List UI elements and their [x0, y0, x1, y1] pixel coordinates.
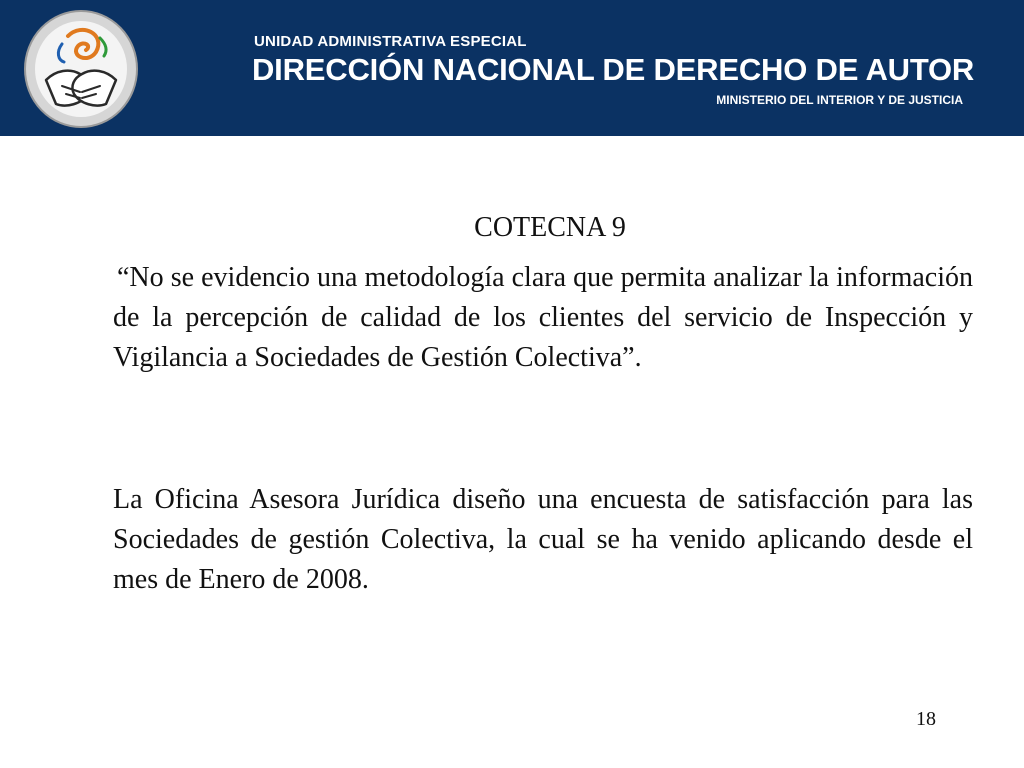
banner-title: DIRECCIÓN NACIONAL DE DERECHO DE AUTOR — [252, 52, 975, 87]
agency-line: UNIDAD ADMINISTRATIVA ESPECIAL — [254, 33, 527, 50]
slide-title: COTECNA 9 — [474, 212, 626, 243]
response-paragraph: La Oficina Asesora Jurídica diseño una encuesta de satisfacción para las Sociedades de gestión Colectiva, la cual se ha venido aplicando desde el mes de Enero de 2008. — [113, 484, 973, 595]
quote-paragraph: “No se evidencio una metodología clara que permita analizar la información de la percepción de calidad de los clientes del servicio de Inspección y Vigilancia a Sociedades de Gestión Colectiva”. — [113, 262, 973, 373]
hands-emblem-logo-icon — [22, 8, 140, 130]
header-banner — [0, 0, 1024, 136]
page-number: 18 — [916, 708, 936, 730]
ministry-line: MINISTERIO DEL INTERIOR Y DE JUSTICIA — [716, 93, 963, 107]
